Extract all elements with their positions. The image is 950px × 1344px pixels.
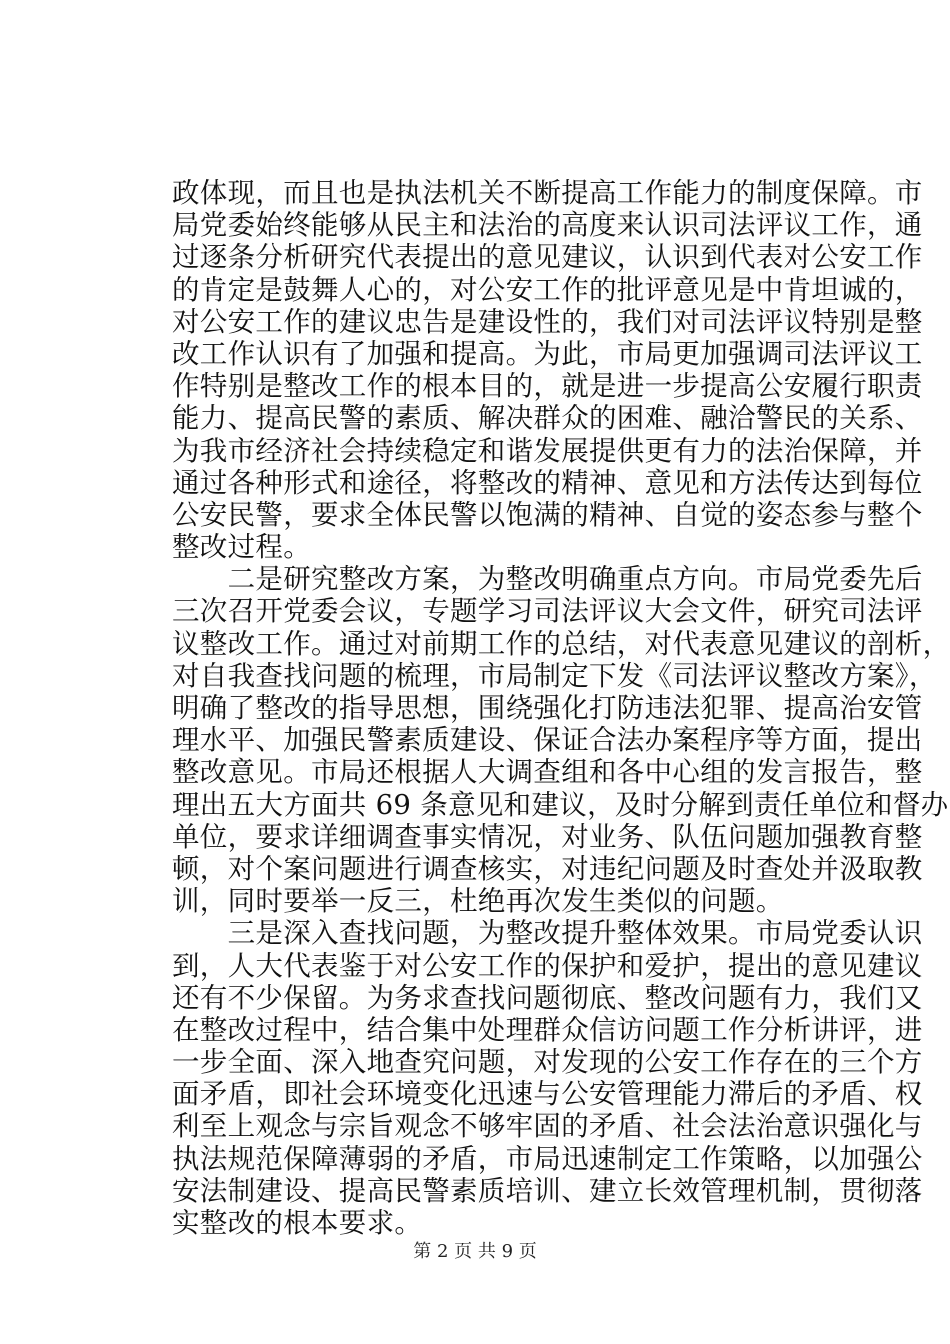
text-line: 到，人大代表鉴于对公安工作的保护和爱护，提出的意见建议 bbox=[172, 949, 923, 982]
text-line: 安法制建设、提高民警素质培训、建立长效管理机制，贯彻落 bbox=[172, 1174, 923, 1207]
text-line: 改工作认识有了加强和提高。为此，市局更加强调司法评议工 bbox=[172, 337, 923, 370]
text-line: 的肯定是鼓舞人心的，对公安工作的批评意见是中肯坦诚的， bbox=[172, 273, 923, 306]
text-line: 整改过程。 bbox=[172, 531, 311, 564]
text-line: 实整改的根本要求。 bbox=[172, 1207, 423, 1239]
text-line: 能力、提高民警的素质、解决群众的困难、融洽警民的关系、 bbox=[172, 402, 923, 435]
text-line: 训，同时要举一反三，杜绝再次发生类似的问题。 bbox=[172, 885, 784, 918]
text-line: 对公安工作的建议忠告是建设性的，我们对司法评议特别是整 bbox=[172, 305, 923, 338]
text-line: 为我市经济社会持续稳定和谐发展提供更有力的法治保障，并 bbox=[172, 434, 923, 467]
text-line: 理出五大方面共 69 条意见和建议，及时分解到责任单位和督办 bbox=[172, 788, 949, 821]
text-line: 公安民警，要求全体民警以饱满的精神、自觉的姿态参与整个 bbox=[172, 498, 923, 531]
text-line: 整改意见。市局还根据人大调查组和各中心组的发言报告，整 bbox=[172, 756, 923, 789]
document-body bbox=[172, 177, 950, 1239]
paragraph-start-line: 三是深入查找问题，为整改提升整体效果。市局党委认识 bbox=[172, 917, 923, 950]
text-line: 三次召开党委会议，专题学习司法评议大会文件，研究司法评 bbox=[172, 595, 923, 628]
text-line: 作特别是整改工作的根本目的，就是进一步提高公安履行职责 bbox=[172, 370, 923, 403]
text-line: 过逐条分析研究代表提出的意见建议，认识到代表对公安工作 bbox=[172, 241, 923, 274]
text-line: 局党委始终能够从民主和法治的高度来认识司法评议工作，通 bbox=[172, 209, 923, 242]
text-line: 还有不少保留。为务求查找问题彻底、整改问题有力，我们又 bbox=[172, 981, 923, 1014]
page-number-footer: 第 2 页 共 9 页 bbox=[413, 1241, 537, 1262]
text-line: 议整改工作。通过对前期工作的总结，对代表意见建议的剖析， bbox=[172, 627, 950, 660]
text-line: 执法规范保障薄弱的矛盾，市局迅速制定工作策略，以加强公 bbox=[172, 1142, 923, 1175]
text-line: 明确了整改的指导思想，围绕强化打防违法犯罪、提高治安管 bbox=[172, 692, 923, 724]
text-line: 在整改过程中，结合集中处理群众信访问题工作分析讲评，进 bbox=[172, 1013, 923, 1046]
text-line: 对自我查找问题的梳理，市局制定下发《司法评议整改方案》， bbox=[172, 659, 937, 692]
text-line: 利至上观念与宗旨观念不够牢固的矛盾、社会法治意识强化与 bbox=[172, 1110, 923, 1143]
text-line: 政体现，而且也是执法机关不断提高工作能力的制度保障。市 bbox=[172, 177, 923, 209]
text-line: 一步全面、深入地查究问题，对发现的公安工作存在的三个方 bbox=[172, 1046, 923, 1079]
paragraph-start-line: 二是研究整改方案，为整改明确重点方向。市局党委先后 bbox=[172, 563, 923, 596]
text-line: 理水平、加强民警素质建设、保证合法办案程序等方面，提出 bbox=[172, 724, 923, 757]
text-line: 面矛盾，即社会环境变化迅速与公安管理能力滞后的矛盾、权 bbox=[172, 1078, 923, 1111]
text-line: 单位，要求详细调查事实情况，对业务、队伍问题加强教育整 bbox=[172, 820, 923, 853]
text-line: 顿，对个案问题进行调查核实，对违纪问题及时查处并汲取教 bbox=[172, 852, 923, 885]
text-line: 通过各种形式和途径，将整改的精神、意见和方法传达到每位 bbox=[172, 466, 923, 499]
